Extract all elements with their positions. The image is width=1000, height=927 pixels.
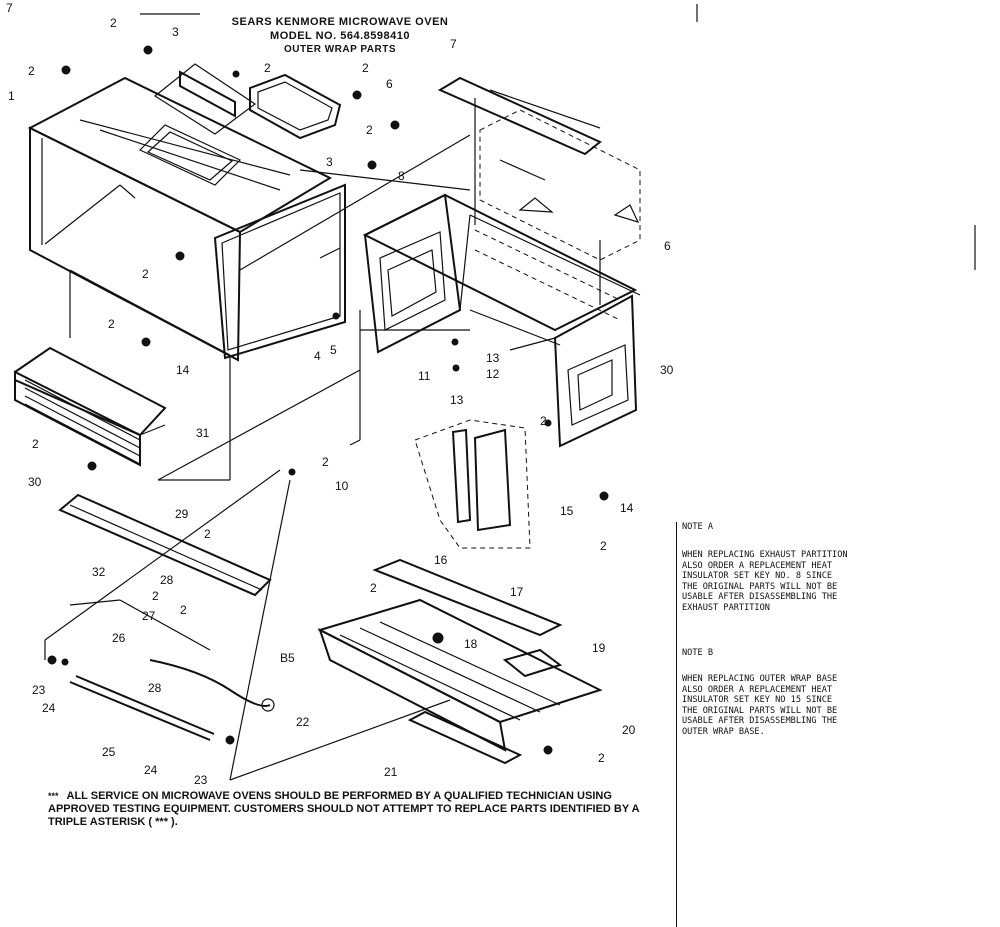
- callout-8: 8: [398, 169, 405, 183]
- callout-2: 2: [32, 437, 39, 451]
- screw-markers: [48, 46, 608, 754]
- callout-23: 23: [194, 773, 208, 787]
- callout-27: 27: [142, 609, 156, 623]
- footer-leader-1: [230, 700, 450, 780]
- callout-21: 21: [384, 765, 398, 779]
- note-b-line: ALSO ORDER A REPLACEMENT HEAT: [682, 684, 833, 695]
- note-a-body: [682, 550, 848, 614]
- note-b-body: [682, 674, 837, 738]
- callout-3: 3: [326, 155, 333, 169]
- callout-2: 2: [322, 455, 329, 469]
- callout-5: 5: [330, 343, 337, 357]
- note-a-title: NOTE A: [682, 522, 714, 532]
- callout-28: 28: [160, 573, 174, 587]
- callout-2: 2: [264, 61, 271, 75]
- note-b-line: THE ORIGINAL PARTS WILL NOT BE: [682, 705, 838, 716]
- heat-insulator-set: [415, 420, 530, 548]
- callout-4: 4: [314, 349, 321, 363]
- note-a-line: ALSO ORDER A REPLACEMENT HEAT: [682, 560, 833, 571]
- callout-28: 28: [148, 681, 162, 695]
- callout-13: 13: [450, 393, 464, 407]
- note-b-line: INSULATOR SET KEY NO 15 SINCE: [682, 695, 833, 706]
- note-a-line: USABLE AFTER DISASSEMBLING THE: [682, 592, 838, 603]
- callout-2: 2: [600, 539, 607, 553]
- callout-16: 16: [434, 553, 448, 567]
- callout-18: 18: [464, 637, 478, 651]
- callout-2: 2: [598, 751, 605, 765]
- callout-23: 23: [32, 683, 46, 697]
- callout-12: 12: [486, 367, 500, 381]
- callout-26: 26: [112, 631, 126, 645]
- callout-2: 2: [180, 603, 187, 617]
- note-b-title: NOTE B: [682, 648, 714, 658]
- service-warning: [48, 790, 648, 829]
- callout-17: 17: [510, 585, 524, 599]
- callout-6: 6: [664, 239, 671, 253]
- callout-24: 24: [42, 701, 56, 715]
- note-a-line: INSULATOR SET KEY NO. 8 SINCE: [682, 571, 833, 582]
- note-a-line: EXHAUST PARTITION: [682, 602, 770, 613]
- callout-3: 3: [172, 25, 179, 39]
- callout-14: 14: [620, 501, 634, 515]
- model-number: MODEL NO. 564.8598410: [270, 30, 410, 42]
- callout-2: 2: [370, 581, 377, 595]
- outer-wrap-cabinet: [30, 78, 330, 360]
- callout-6: 6: [386, 77, 393, 91]
- callout-32: 32: [92, 565, 106, 579]
- callout-25: 25: [102, 745, 116, 759]
- callout-20: 20: [622, 723, 636, 737]
- callout-2: 2: [204, 527, 211, 541]
- callout-2: 2: [108, 317, 115, 331]
- note-b-line: OUTER WRAP BASE.: [682, 726, 765, 737]
- callout-31: 31: [196, 426, 210, 440]
- note-a-line: THE ORIGINAL PARTS WILL NOT BE: [682, 581, 838, 592]
- exhaust-partition: [440, 78, 640, 260]
- callout-24: 24: [144, 763, 158, 777]
- callout-19: 19: [592, 641, 606, 655]
- callout-2: 2: [366, 123, 373, 137]
- note-a-line: WHEN REPLACING EXHAUST PARTITION: [682, 550, 848, 560]
- callout-2: 2: [152, 589, 159, 603]
- corner-mark: 7: [6, 1, 13, 15]
- callout-22: 22: [296, 715, 310, 729]
- callout-13: 13: [486, 351, 500, 365]
- side-panel: [215, 185, 345, 358]
- callout-2: 2: [142, 267, 149, 281]
- callout-14: 14: [176, 363, 190, 377]
- callout-1: 1: [8, 89, 15, 103]
- callout-2: 2: [28, 64, 35, 78]
- callout-10: 10: [335, 479, 349, 493]
- callout-30: 30: [28, 475, 42, 489]
- callout-11: 11: [418, 369, 431, 383]
- callout-2: 2: [110, 16, 117, 30]
- service-warning-text: ALL SERVICE ON MICROWAVE OVENS SHOULD BE PERFORMED BY A QUALIFIED TECHNICIAN USING APPROVED TESTING EQUIPMENT. CUSTOMERS SHOULD NOT ATTEMPT TO REPLACE PARTS IDENTIFIED BY A TRIPLE ASTERISK ( *** ).: [48, 790, 640, 828]
- callout-2: 2: [540, 414, 547, 428]
- oven-cavity-assembly: [365, 90, 640, 352]
- triple-asterisk-marker: ***: [48, 791, 59, 801]
- callout-15: 15: [560, 504, 574, 518]
- note-b-line: USABLE AFTER DISASSEMBLING THE: [682, 716, 838, 727]
- callout-2: 2: [362, 61, 369, 75]
- footer-leader-2: [230, 480, 290, 780]
- callout-b5: B5: [280, 651, 295, 665]
- cover-plates: [155, 64, 340, 138]
- callout-29: 29: [175, 507, 189, 521]
- callout-30: 30: [660, 363, 674, 377]
- callout-7: 7: [450, 37, 457, 51]
- note-b-line: WHEN REPLACING OUTER WRAP BASE: [682, 674, 838, 684]
- diagram-title: SEARS KENMORE MICROWAVE OVEN: [231, 16, 449, 28]
- diagram-subtitle: OUTER WRAP PARTS: [283, 44, 397, 55]
